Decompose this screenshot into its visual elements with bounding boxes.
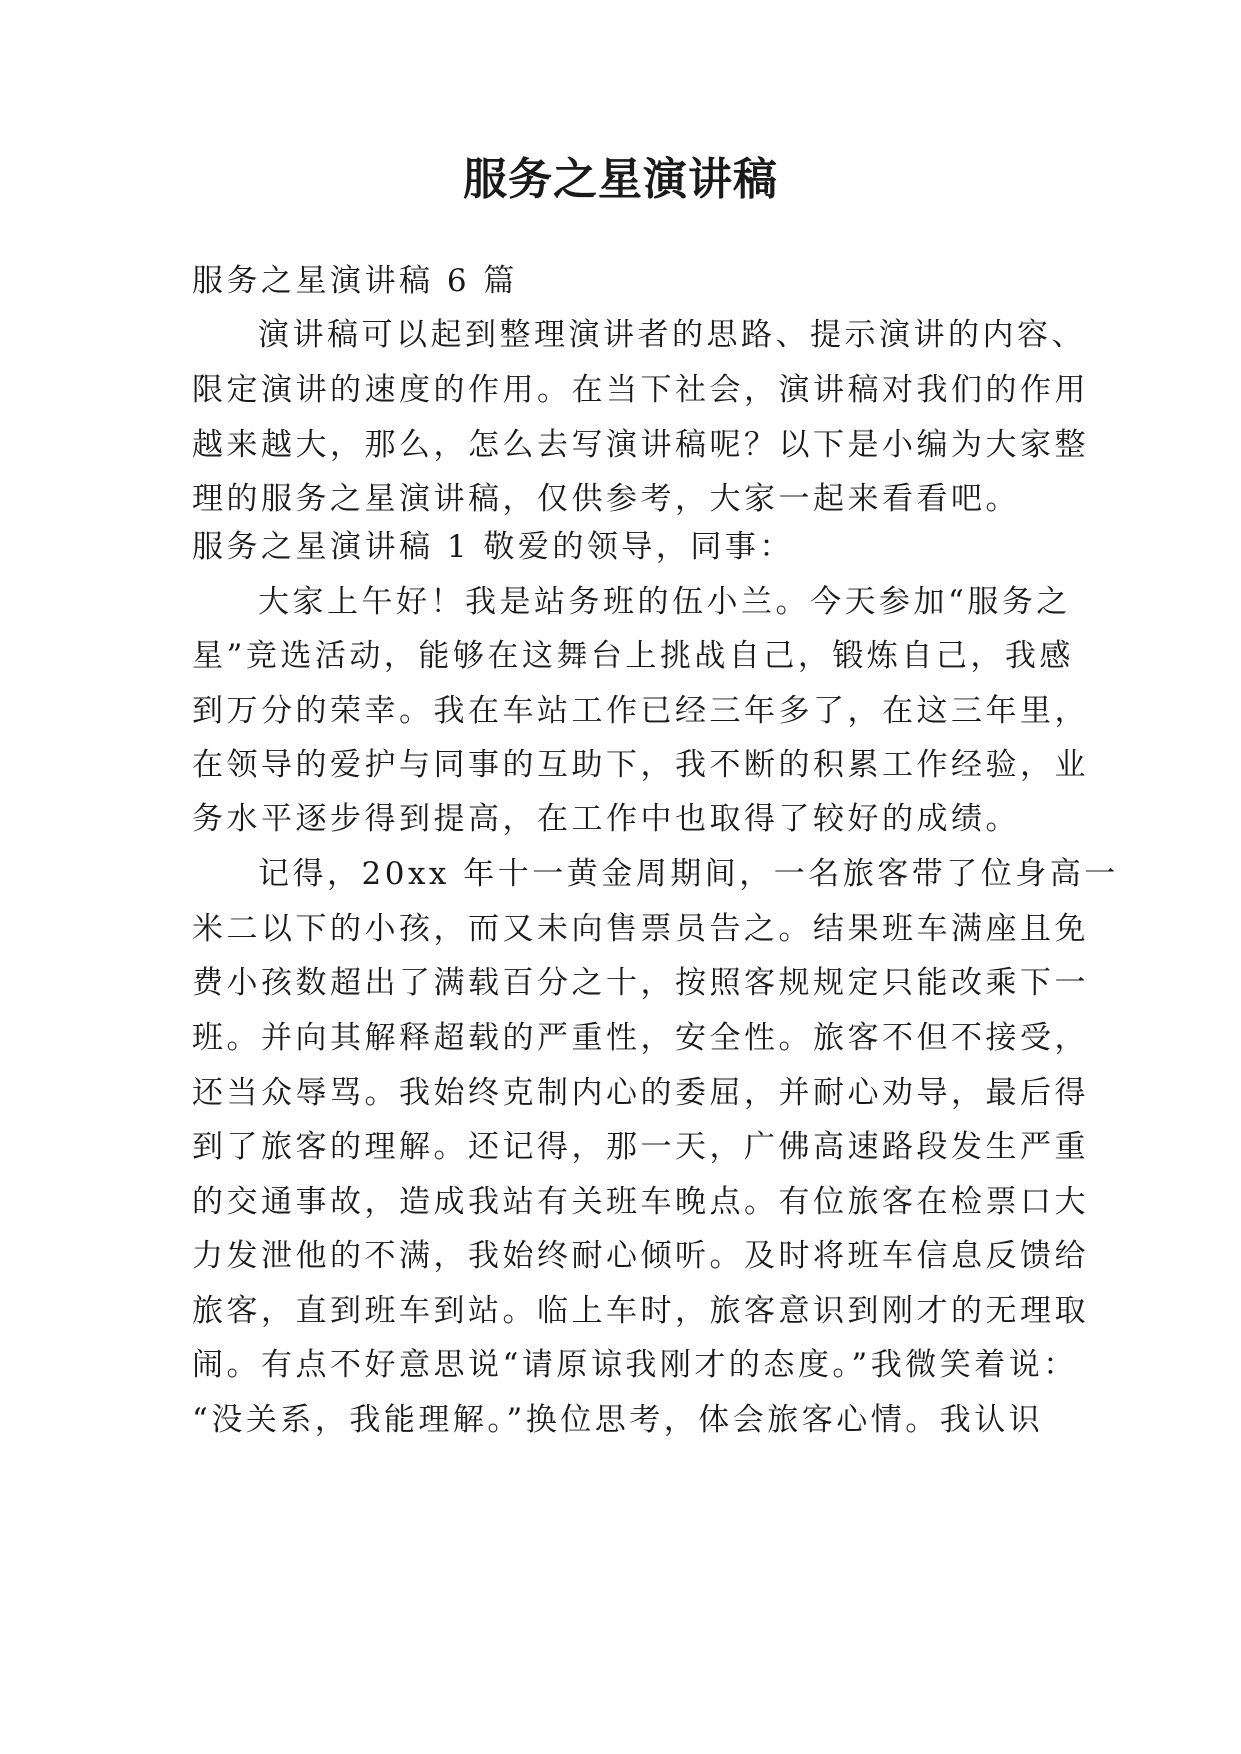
body-line: 记得，20xx 年十一黄金周期间，一名旅客带了位身高一 <box>258 856 1119 892</box>
body-line: 力发泄他的不满，我始终耐心倾听。及时将班车信息反馈给 <box>192 1238 1089 1274</box>
body-line: 务水平逐步得到提高，在工作中也取得了较好的成绩。 <box>192 801 1020 837</box>
body-line: 闹。有点不好意思说“请原谅我刚才的态度。”我微笑着说： <box>192 1347 1078 1383</box>
body-line: 到万分的荣幸。我在车站工作已经三年多了，在这三年里， <box>192 693 1089 729</box>
body-line: 在领导的爱护与同事的互助下，我不断的积累工作经验，业 <box>192 747 1089 783</box>
document-title: 服务之星演讲稿 <box>463 154 778 205</box>
body-line: 的交通事故，造成我站有关班车晚点。有位旅客在检票口大 <box>192 1184 1089 1220</box>
body-line: 星”竞选活动，能够在这舞台上挑战自己，锻炼自己，我感 <box>192 638 1074 674</box>
body-line: 到了旅客的理解。还记得，那一天，广佛高速路段发生严重 <box>192 1129 1089 1165</box>
body-line: 还当众辱骂。我始终克制内心的委屈，并耐心劝导，最后得 <box>192 1075 1089 1111</box>
body-line: 服务之星演讲稿 6 篇 <box>192 263 518 299</box>
body-line: 米二以下的小孩，而又未向售票员告之。结果班车满座且免 <box>192 911 1089 947</box>
body-line: “没关系，我能理解。”换位思考，体会旅客心情。我认识 <box>192 1402 1044 1438</box>
body-line: 班。并向其解释超载的严重性，安全性。旅客不但不接受， <box>192 1020 1089 1056</box>
body-line: 旅客，直到班车到站。临上车时，旅客意识到刚才的无理取 <box>192 1293 1089 1329</box>
body-line: 服务之星演讲稿 1 敬爱的领导，同事： <box>192 529 794 565</box>
body-line: 越来越大，那么，怎么去写演讲稿呢？以下是小编为大家整 <box>192 427 1089 463</box>
body-line: 限定演讲的速度的作用。在当下社会，演讲稿对我们的作用 <box>192 372 1089 408</box>
body-line: 费小孩数超出了满载百分之十，按照客规规定只能改乘下一 <box>192 965 1089 1001</box>
body-line: 大家上午好！我是站务班的伍小兰。今天参加“服务之 <box>258 584 1071 620</box>
body-line: 理的服务之星演讲稿，仅供参考，大家一起来看看吧。 <box>192 481 1020 517</box>
body-line: 演讲稿可以起到整理演讲者的思路、提示演讲的内容、 <box>258 317 1086 353</box>
